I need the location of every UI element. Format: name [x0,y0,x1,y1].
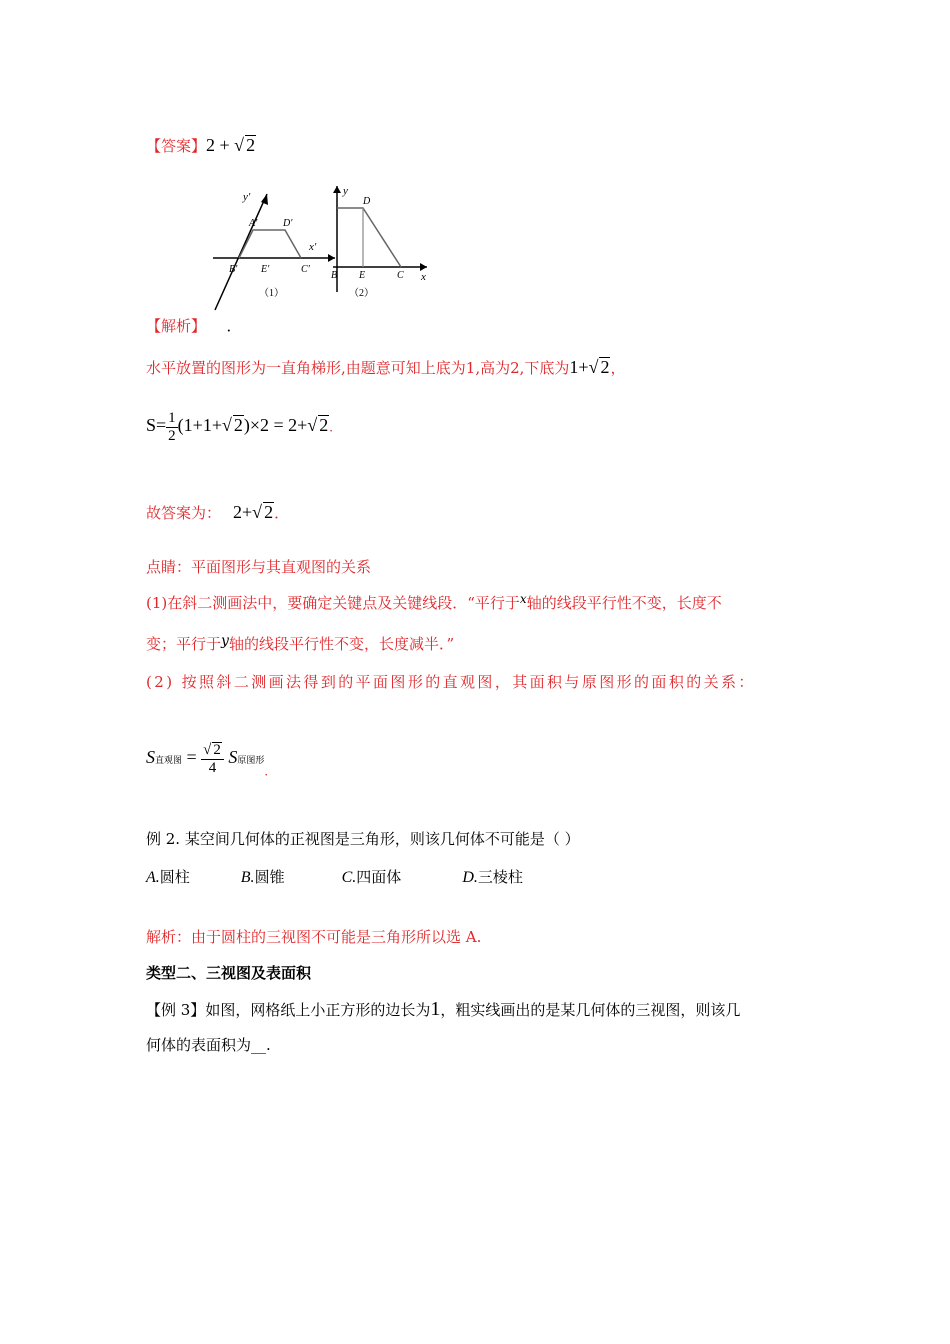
tip-paragraph-1: (1)在斜二测画法中，要确定关键点及关键线段．“平行于$^x$轴的线段平行性不变，长度不 [146,592,722,612]
figure-2-original [331,185,427,299]
fig1-y-label: y′ [243,191,251,203]
analysis-text-line1 [146,357,625,378]
example-3-line2: 何体的表面积为__. [146,1036,271,1054]
example-2-options [146,866,523,887]
option-b[interactable]: B.圆锥 [240,868,285,886]
figure-1-oblique-view [213,191,338,310]
final-answer-value: 2+√ 2 [233,502,274,522]
tip-title: 点睛：平面图形与其直观图的关系 [146,558,372,576]
ratio-dot: ． [264,764,277,779]
sub-direct-view: 直观图 [155,755,183,766]
s-original: S [228,747,238,768]
final-answer-dot: ． [274,504,290,522]
section-title: 类型二、三视图及表面积 [146,964,312,982]
fig2-x-label: x [421,271,426,283]
answer-line [146,135,256,156]
fig1-point-b: B′ [229,264,238,275]
answer-label: 【答案】 [146,137,207,155]
fig2-point-b: B [331,270,338,281]
fig1-x-label: x′ [309,241,317,253]
y-symbol: y [221,633,229,649]
answer-value: 2 + √ 2 [206,135,256,155]
fig2-point-e: E [359,270,366,281]
tip-paragraph-2: 变；平行于y轴的线段平行性不变，长度减半．” [146,633,455,653]
sub-original: 原图形 [237,755,265,766]
analysis-label: 【解析】 [146,317,199,335]
formula-rad: 2 [233,415,243,436]
final-answer-prefix: 故答案为： [146,504,222,522]
formula-mid: (1+1+ [177,415,222,436]
x-symbol: x [519,592,527,606]
fig1-point-a: A′ [249,218,258,229]
example-2-solution: 解析：由于圆柱的三视图不可能是三角形所以选 A. [146,928,482,946]
oblique-drawing-figures [205,180,445,315]
bottom-base-value: 1+√ 2 [569,357,610,377]
option-d[interactable]: D.三棱柱 [462,868,523,886]
fig1-point-c: C′ [301,264,310,275]
option-c[interactable]: C.四面体 [341,868,402,886]
formula-dot: ． [329,420,342,435]
fig2-y-label: y [343,185,348,197]
equals: = [186,747,197,768]
formula-rad2: 2 [319,415,329,436]
formula-tail: )×2 = 2+ [243,415,308,436]
example-3-label: 【例 3】 [146,1001,206,1019]
analysis-dot: ． [226,317,242,335]
formula-s: S= [146,415,167,436]
fig2-caption: （2） [349,288,374,299]
grid-side-length: 1 [430,998,441,1020]
tip-paragraph-3: (2) 按照斜二测画法得到的平面图形的直观图，其面积与原图形的面积的关系： [146,673,756,691]
fig2-trapezoid [337,208,401,267]
option-a[interactable]: A.圆柱 [146,868,190,886]
comma: ， [610,359,626,377]
s-direct: S [146,747,155,768]
fig1-caption: （1） [259,288,284,299]
ratio-fraction: $\frac{√ 2}{4}$ [201,742,224,776]
formula-fraction: $\frac{1}{2}$ [168,410,176,444]
fig2-point-d: D [363,196,371,207]
fig1-point-d: D′ [283,218,293,229]
example-3-line1: 【例 3】如图，网格纸上小正方形的边长为1，粗实线画出的是某几何体的三视图，则该几 [146,998,741,1020]
analysis-line [146,315,242,336]
fig2-point-c: C [397,270,404,281]
analysis-text: 水平放置的图形为一直角梯形,由题意可知上底为1,高为2,下底为 [146,359,570,377]
final-answer [146,502,289,523]
fig1-point-e: E′ [261,264,270,275]
area-relationship-formula [146,742,276,779]
area-formula: S= $\frac{1}{2}$ (1+1+√ 2)×2 = 2+√ 2． [146,410,342,444]
example-2-question: 例 2. 某空间几何体的正视图是三角形，则该几何体不可能是（ ） [146,830,580,848]
